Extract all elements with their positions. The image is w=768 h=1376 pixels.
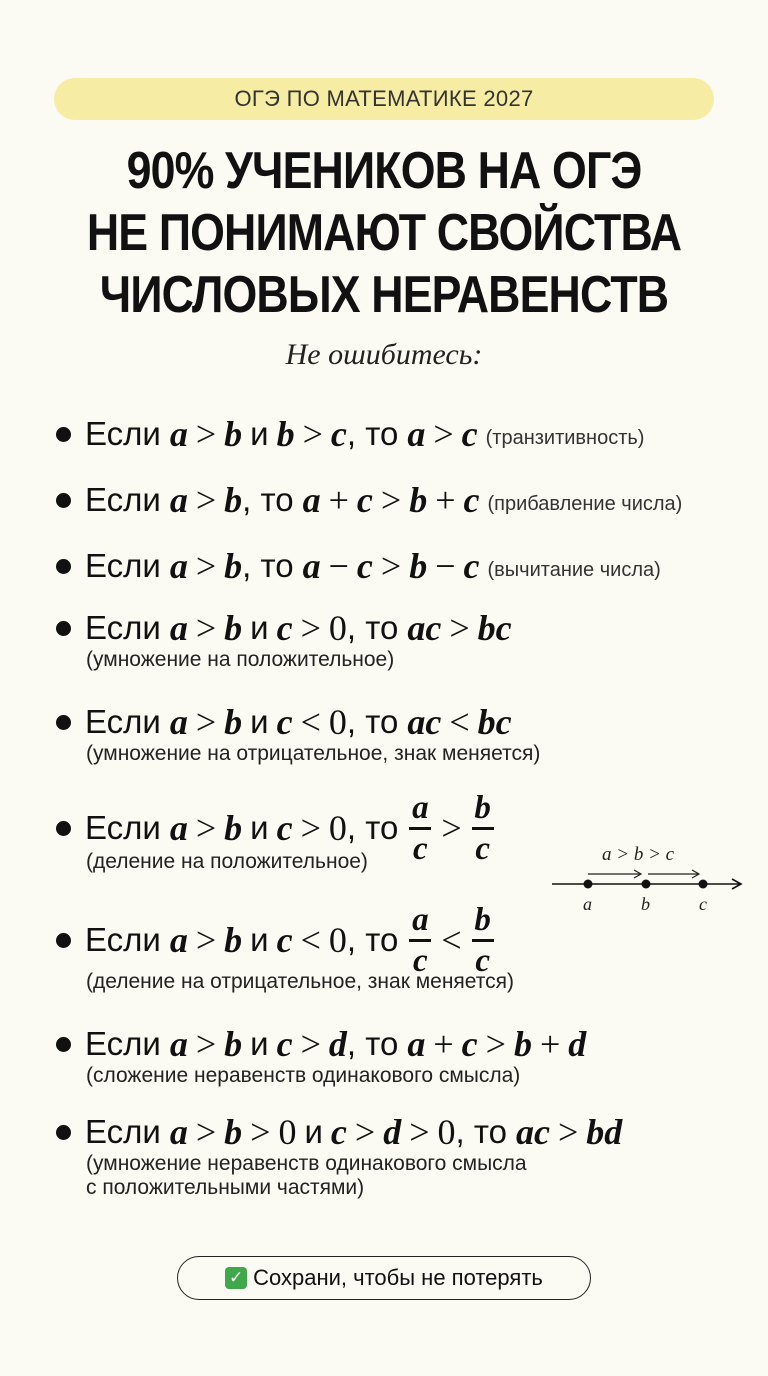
point-label-a: a	[583, 894, 592, 914]
title-line-2: НЕ ПОНИМАЮТ СВОЙСТВА	[86, 204, 682, 262]
subtitle: Не ошибитесь:	[285, 338, 483, 371]
rule-add-inequalities: Если a > b и c > d , то a + c > b + d (сложение неравенств одинакового смысла)	[56, 1024, 756, 1088]
math-var: a	[169, 1112, 188, 1152]
rule-note: (прибавление числа)	[487, 493, 683, 515]
point-b	[642, 880, 651, 889]
math-number: 0	[278, 1112, 297, 1152]
math-var: a	[169, 480, 188, 520]
title-line-3: ЧИСЛОВЫХ НЕРАВЕНСТВ	[99, 266, 669, 324]
math-var: c	[461, 414, 478, 454]
math-var: c	[463, 480, 480, 520]
math-op: <	[441, 920, 462, 960]
rule-note: (умножение на положительное)	[86, 648, 395, 671]
word-then: то	[365, 609, 399, 646]
rule-divide-positive: Если a > b и c > 0 , то $\frac{a}{c}$ > $\frac{b}{c}$ (деление на положительное)	[56, 792, 756, 874]
math-var: b	[224, 414, 243, 454]
math-op: >	[302, 414, 323, 454]
bullet-icon	[56, 1037, 71, 1052]
word-then: то	[365, 809, 399, 846]
math-var: a	[169, 808, 188, 848]
math-op: +	[435, 480, 456, 520]
math-var: c	[276, 608, 293, 648]
fraction-bar	[409, 827, 431, 830]
save-reminder-button[interactable]	[177, 1256, 591, 1300]
numerator: a	[412, 901, 429, 938]
math-var: b	[224, 608, 243, 648]
math-op: +	[328, 480, 349, 520]
math-op: <	[300, 702, 321, 742]
bullet-icon	[56, 493, 71, 508]
math-op: >	[300, 808, 321, 848]
rule-add-number: Если a > b , то a + c > b + c (прибавление числа)	[56, 476, 756, 524]
fraction-a-over-c	[409, 789, 431, 867]
title-line-1: 90% УЧЕНИКОВ НА ОГЭ	[126, 142, 642, 200]
word-if: Если	[85, 547, 161, 584]
math-number: 0	[328, 808, 347, 848]
word-and: и	[250, 921, 269, 958]
math-var: a	[407, 1024, 426, 1064]
numerator: b	[474, 901, 491, 938]
checkmark-icon: ✓	[225, 1267, 247, 1289]
math-var: a	[302, 480, 321, 520]
math-op: <	[449, 702, 470, 742]
math-number: 0	[328, 702, 347, 742]
math-var: b	[409, 546, 428, 586]
math-op: >	[300, 608, 321, 648]
rule-note: с положительными частями)	[86, 1176, 365, 1199]
page-title	[54, 140, 714, 326]
math-var: bc	[477, 608, 512, 648]
word-and: и	[250, 1025, 269, 1062]
math-var: b	[224, 808, 243, 848]
bullet-icon	[56, 1125, 71, 1140]
rule-multiply-negative: Если a > b и c < 0 , то ac < bc (умножение на отрицательное, знак меняется)	[56, 702, 756, 766]
word-and: и	[250, 809, 269, 846]
math-var: c	[276, 920, 293, 960]
math-op: >	[409, 1112, 430, 1152]
rule-note: (умножение на отрицательное, знак меняется)	[86, 742, 541, 765]
word-if: Если	[85, 809, 161, 846]
math-var: b	[224, 702, 243, 742]
math-op: >	[557, 1112, 579, 1152]
math-var: b	[409, 480, 428, 520]
math-var: a	[169, 414, 188, 454]
math-var: b	[276, 414, 295, 454]
math-op: >	[380, 546, 402, 586]
math-var: a	[169, 702, 188, 742]
math-var: ac	[407, 608, 442, 648]
math-var: b	[224, 1024, 243, 1064]
math-op: >	[433, 414, 454, 454]
math-op: <	[300, 920, 321, 960]
math-var: c	[330, 414, 347, 454]
point-label-b: b	[641, 894, 650, 914]
bullet-icon	[56, 715, 71, 730]
math-op: +	[433, 1024, 454, 1064]
number-line-label: a > b > c	[602, 844, 675, 865]
math-var: a	[302, 546, 321, 586]
math-var: a	[169, 1024, 188, 1064]
word-if: Если	[85, 609, 161, 646]
word-if: Если	[85, 1025, 161, 1062]
word-then: то	[365, 1025, 399, 1062]
fraction-a-over-c	[409, 901, 431, 979]
math-var: bd	[586, 1112, 623, 1152]
math-var: c	[276, 702, 293, 742]
word-then: то	[365, 703, 399, 740]
numerator: b	[474, 789, 491, 826]
math-var: a	[169, 608, 188, 648]
math-op: −	[435, 546, 456, 586]
math-var: b	[224, 920, 243, 960]
math-var: c	[461, 1024, 478, 1064]
denominator: c	[475, 830, 490, 867]
point-a	[584, 880, 593, 889]
math-number: 0	[328, 608, 347, 648]
math-var: d	[568, 1024, 587, 1064]
rule-multiply-positive: Если a > b и c > 0 , то ac > bc (умножение на положительное)	[56, 608, 756, 672]
math-var: bc	[477, 702, 512, 742]
word-then: то	[473, 1113, 507, 1150]
rule-note: (сложение неравенств одинакового смысла)	[86, 1064, 521, 1087]
rule-note: (транзитивность)	[485, 427, 645, 449]
math-number: 0	[437, 1112, 456, 1152]
word-then: то	[365, 921, 399, 958]
math-var: b	[224, 546, 243, 586]
rule-note: (умножение неравенств одинакового смысла	[86, 1152, 527, 1175]
word-then: то	[365, 415, 399, 452]
denominator: c	[475, 942, 490, 979]
math-var: c	[463, 546, 480, 586]
rule-divide-negative: Если a > b и c < 0 , то $\frac{a}{c}$ < $\frac{b}{c}$ (деление на отрицательное, знак меняется)	[56, 904, 756, 994]
bullet-icon	[56, 821, 71, 836]
word-and: и	[250, 609, 269, 646]
math-var: d	[383, 1112, 402, 1152]
numerator: a	[412, 789, 429, 826]
math-var: c	[356, 480, 373, 520]
rule-multiply-inequalities: Если a > b > 0 и c > d > 0 , то ac > bd (умножение неравенств одинакового смысла с положительными частями)	[56, 1112, 756, 1200]
math-var: c	[276, 808, 293, 848]
save-reminder-label: Сохрани, чтобы не потерять	[253, 1265, 543, 1290]
word-then: то	[260, 547, 294, 584]
word-and: и	[250, 415, 269, 452]
word-then: то	[260, 481, 294, 518]
math-var: d	[328, 1024, 347, 1064]
fraction-bar	[409, 939, 431, 942]
rule-subtract-number: Если a > b , то a − c > b − c (вычитание числа)	[56, 542, 756, 590]
bullet-icon	[56, 621, 71, 636]
denominator: c	[413, 830, 428, 867]
math-var: a	[169, 546, 188, 586]
math-var: c	[330, 1112, 347, 1152]
math-op: −	[328, 546, 349, 586]
fraction-b-over-c	[472, 901, 494, 979]
math-op: >	[195, 702, 217, 742]
fraction-b-over-c	[472, 789, 494, 867]
math-var: b	[224, 480, 243, 520]
math-var: ac	[515, 1112, 550, 1152]
word-if: Если	[85, 415, 161, 452]
fraction-bar	[472, 827, 494, 830]
word-if: Если	[85, 481, 161, 518]
math-var: ac	[407, 702, 442, 742]
math-var: b	[224, 1112, 243, 1152]
fraction-bar	[472, 939, 494, 942]
math-op: >	[195, 546, 217, 586]
bullet-icon	[56, 427, 71, 442]
rule-note: (деление на отрицательное, знак меняется)	[86, 970, 515, 993]
math-op: >	[380, 480, 402, 520]
math-op: >	[441, 808, 462, 848]
bullet-icon	[56, 559, 71, 574]
rule-note: (вычитание числа)	[487, 559, 661, 581]
word-if: Если	[85, 1113, 161, 1150]
math-var: a	[407, 414, 426, 454]
rule-transitivity: Если a > b и b > c , то a > c (транзитивность)	[56, 410, 756, 458]
math-var: c	[356, 546, 373, 586]
denominator: c	[413, 942, 428, 979]
math-op: >	[195, 1024, 217, 1064]
point-label-c: c	[699, 894, 707, 914]
math-op: >	[195, 608, 217, 648]
bullet-icon	[56, 933, 71, 948]
math-op: +	[539, 1024, 561, 1064]
math-var: b	[513, 1024, 532, 1064]
exam-badge: ОГЭ ПО МАТЕМАТИКЕ 2027	[54, 78, 714, 120]
math-var: c	[276, 1024, 293, 1064]
math-op: >	[195, 1112, 217, 1152]
point-c	[699, 880, 708, 889]
math-op: >	[195, 480, 217, 520]
math-number: 0	[328, 920, 347, 960]
math-op: >	[195, 808, 217, 848]
rule-note: (деление на положительное)	[86, 850, 368, 873]
math-op: >	[449, 608, 470, 648]
math-var: a	[169, 920, 188, 960]
math-op: >	[195, 414, 217, 454]
math-op: >	[485, 1024, 506, 1064]
math-op: >	[250, 1112, 271, 1152]
word-if: Если	[85, 703, 161, 740]
math-op: >	[354, 1112, 376, 1152]
math-op: >	[195, 920, 217, 960]
math-op: >	[300, 1024, 321, 1064]
word-if: Если	[85, 921, 161, 958]
word-and: и	[304, 1113, 323, 1150]
word-and: и	[250, 703, 269, 740]
